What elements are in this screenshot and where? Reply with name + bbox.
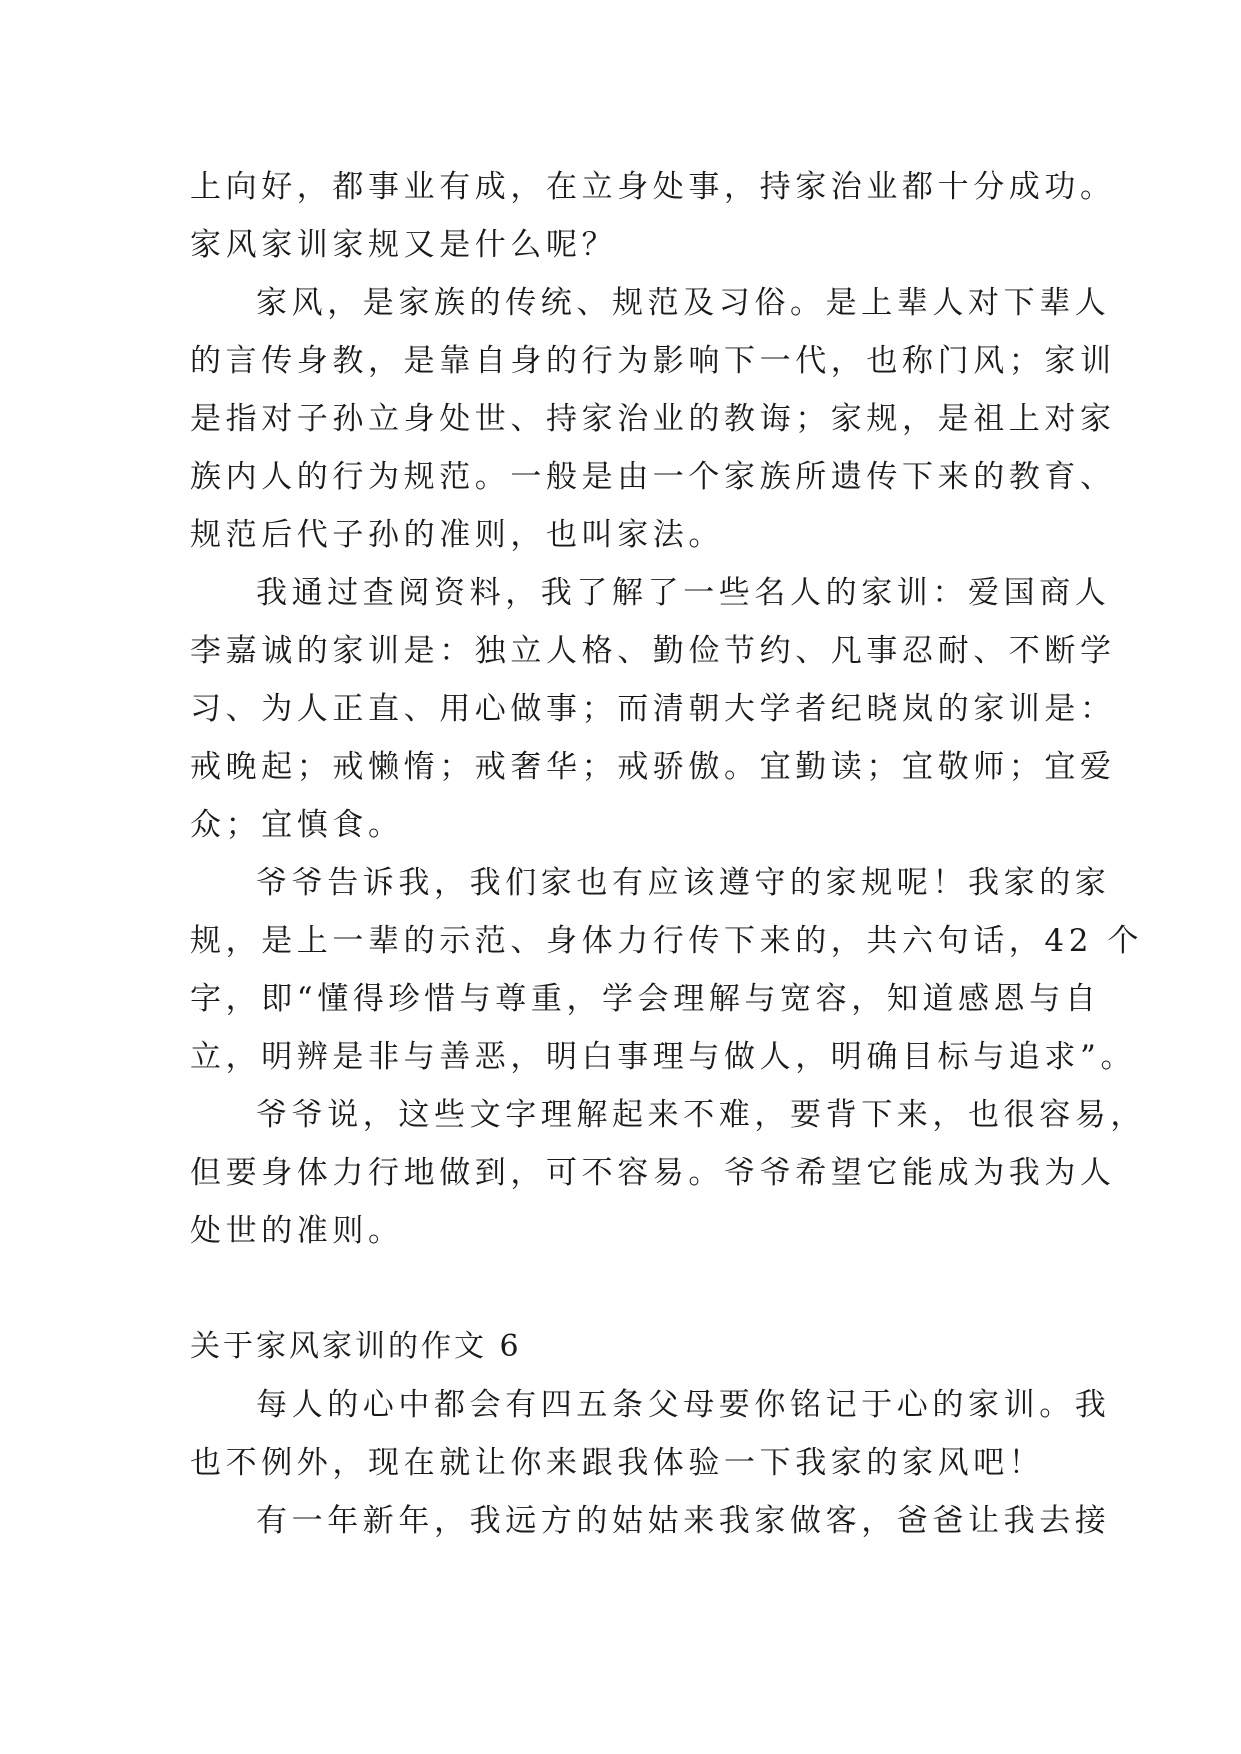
text-line: 每人的心中都会有四五条父母要你铭记于心的家训。我	[256, 1387, 1111, 1423]
section-heading: 关于家风家训的作文 6	[190, 1329, 522, 1364]
text-line: 字，即“懂得珍惜与尊重，学会理解与宽容，知道感恩与自	[190, 981, 1101, 1017]
text-line: 处世的准则。	[190, 1213, 404, 1249]
text-line: 族内人的行为规范。一般是由一个家族所遗传下来的教育、	[190, 459, 1116, 495]
text-line: 规范后代子孙的准则，也叫家法。	[190, 517, 724, 553]
text-line: 是指对子孙立身处世、持家治业的教诲；家规，是祖上对家	[190, 401, 1116, 437]
text-line: 也不例外，现在就让你来跟我体验一下我家的家风吧！	[190, 1445, 1045, 1481]
text-line: 立，明辨是非与善恶，明白事理与做人，明确目标与追求”。	[190, 1039, 1137, 1075]
text-line: 家风家训家规又是什么呢？	[190, 227, 618, 263]
text-line: 习、为人正直、用心做事；而清朝大学者纪晓岚的家训是：	[190, 691, 1116, 727]
section-spacer	[190, 1260, 1060, 1318]
text-line: 的言传身教，是靠自身的行为影响下一代，也称门风；家训	[190, 343, 1116, 379]
document-page	[190, 158, 1146, 1550]
paragraph-definition	[190, 274, 1116, 564]
text-line: 爷爷说，这些文字理解起来不难，要背下来，也很容易，	[256, 1097, 1146, 1133]
text-line: 但要身体力行地做到，可不容易。爷爷希望它能成为我为人	[190, 1155, 1116, 1191]
paragraph-famous-family-rules	[190, 564, 1116, 854]
paragraph-intro-end	[190, 158, 1116, 274]
text-line: 上向好，都事业有成，在立身处事，持家治业都十分成功。	[190, 169, 1116, 205]
paragraph-grandpa-says	[190, 1086, 1146, 1260]
paragraph-essay6-intro	[190, 1376, 1111, 1492]
text-line: 戒晚起；戒懒惰；戒奢华；戒骄傲。宜勤读；宜敬师；宜爱	[190, 749, 1116, 785]
text-line: 众；宜慎食。	[190, 807, 404, 843]
text-line: 爷爷告诉我，我们家也有应该遵守的家规呢！我家的家	[256, 865, 1111, 901]
paragraph-essay6-story	[190, 1492, 1111, 1550]
text-line: 李嘉诚的家训是：独立人格、勤俭节约、凡事忍耐、不断学	[190, 633, 1116, 669]
text-line: 有一年新年，我远方的姑姑来我家做客，爸爸让我去接	[256, 1503, 1111, 1539]
text-line: 规，是上一辈的示范、身体力行传下来的，共六句话，42 个	[190, 923, 1144, 959]
paragraph-grandpa-rules	[190, 854, 1144, 1086]
text-line: 我通过查阅资料，我了解了一些名人的家训：爱国商人	[256, 575, 1111, 611]
text-line: 家风，是家族的传统、规范及习俗。是上辈人对下辈人	[256, 285, 1111, 321]
